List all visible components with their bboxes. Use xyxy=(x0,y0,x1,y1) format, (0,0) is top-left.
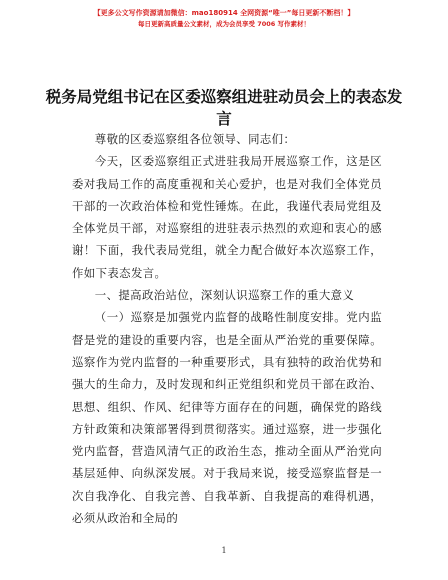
paragraph-subsection-1: （一）巡察是加强党内监督的战略性制度安排。党内监督是党的建设的重要内容，也是全面从严治党的重要保障。巡察作为党内监督的一种重要形式，具有独特的政治优势和强大的生命力，及时发现和纠正党组织和党员干部在政治、思想、组织、作风、纪律等方面存在的问题，确保党的路线方针政策和决策部署得到贯彻落实。通过巡察，进一步强化党内监督，营造风清气正的政治生态，推动全面从严治党向基层延伸、向纵深发展。对于我局来说，接受巡察监督是一次自我净化、自我完善、自我革新、自我提高的难得机遇，必须从政治和全局的 xyxy=(72,310,382,526)
section-heading: 一、提高政治站位，深刻认识巡察工作的重大意义 xyxy=(94,288,355,303)
promo-banner-line-2: 每日更新高质量公文素材，成为会员享受 7006 写作素材！ xyxy=(137,20,311,28)
promo-banner xyxy=(0,8,448,30)
document-body xyxy=(72,128,382,529)
salutation: 尊敬的区委巡察组各位领导、同志们： xyxy=(94,132,296,146)
document-title: 税务局党组书记在区委巡察组进驻动员会上的表态发言 xyxy=(45,88,403,128)
promo-banner-line-1: 【更多公文写作资源请加微信：mao180914 全网资源“唯一”每日更新不断档！】 xyxy=(93,9,355,17)
page-number: 1 xyxy=(221,546,227,555)
paragraph-intro: 今天，区委巡察组正式进驻我局开展巡察工作，这是区委对我局工作的高度重视和关心爱护，也是对我们全体党员干部的一次政治体检和党性锤炼。在此，我谨代表局党组及全体党员干部，对巡察组的进驻表示热烈的欢迎和衷心的感谢！下面，我代表局党组，就全力配合做好本次巡察工作，作如下表态发言。 xyxy=(72,154,382,280)
